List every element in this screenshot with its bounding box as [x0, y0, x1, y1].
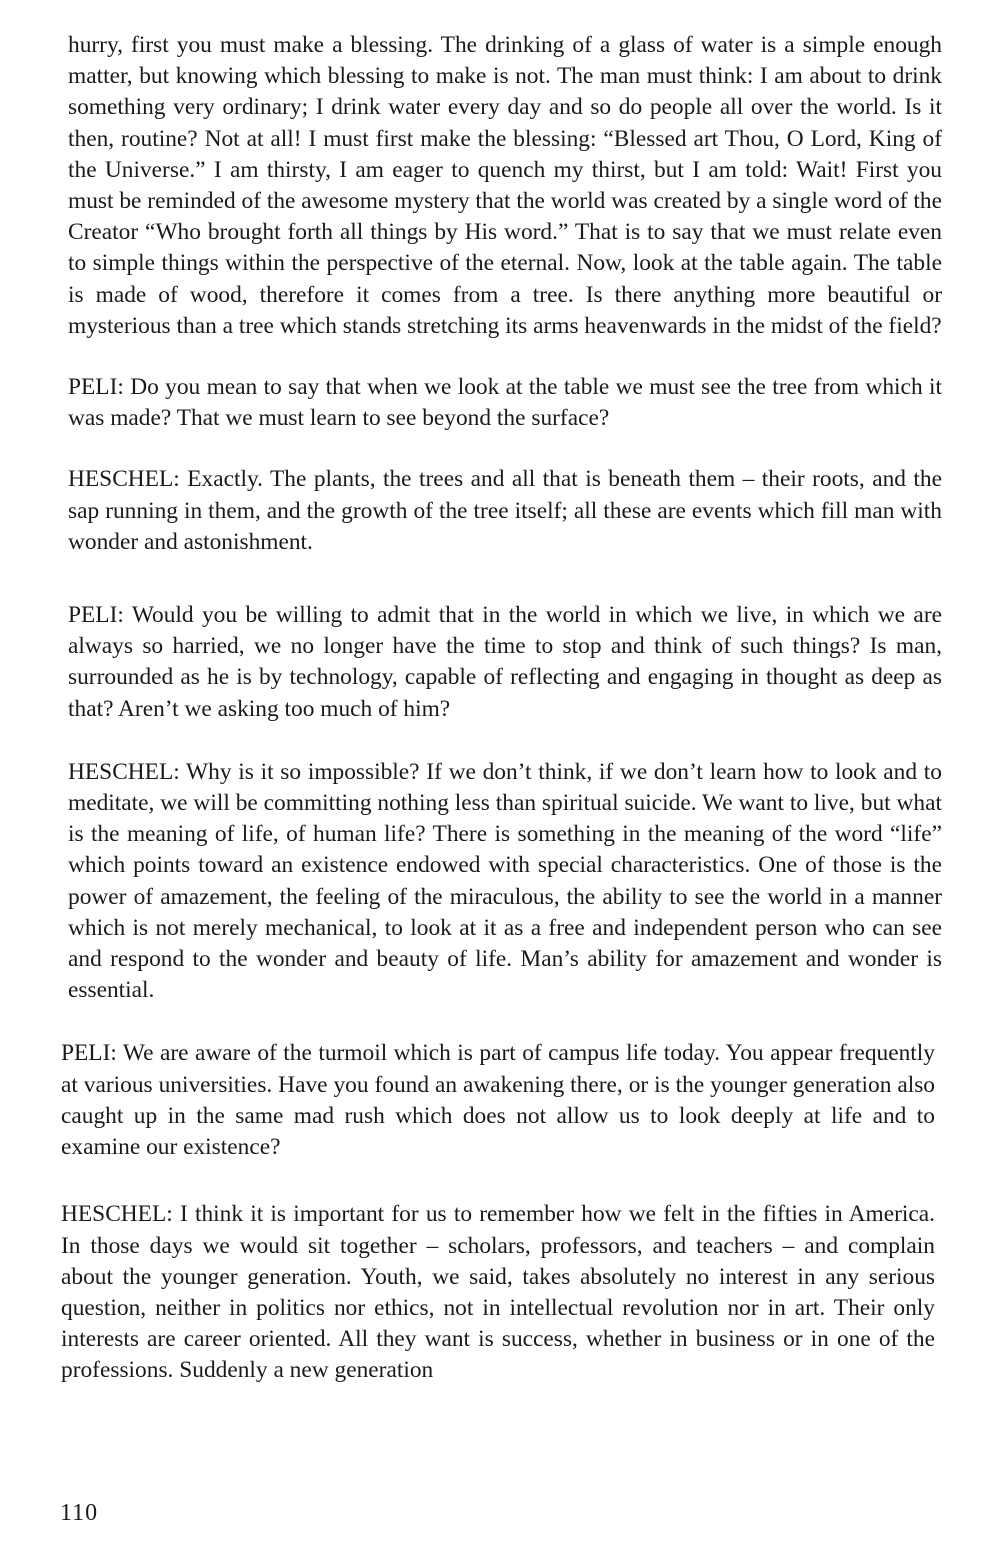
paragraph-peli-question-3: PELI: We are aware of the turmoil which is part of campus life today. You appear frequently at various universities. Have you found an awakening there, or is the younger generation also caught up in the same mad rush which does not allow us to look deeply at life and to examine our existence?	[61, 1040, 935, 1161]
page-body	[61, 30, 942, 1387]
paragraph-peli-question-1: PELI: Do you mean to say that when we look at the table we must see the tree from which it was made? That we must learn to see beyond the surface?	[68, 374, 942, 432]
page-number: 110	[60, 1500, 99, 1526]
paragraph-continuation: hurry, first you must make a blessing. The drinking of a glass of water is a simple enough matter, but knowing which blessing to make is not. The man must think: I am about to drink something very ordinary; I drink water every day and so do people all over the world. Is it then, routine? Not at all! I must first make the blessing: “Blessed art Thou, O Lord, King of the Universe.” I am thirsty, I am eager to quench my thirst, but I am told: Wait! First you must be reminded of the awesome mystery that the world was created by a single word of the Creator “Who brought forth all things by His word.” That is to say that we must relate even to simple things within the perspective of the eternal. Now, look at the table again. The table is made of wood, therefore it comes from a tree. Is there anything more beautiful or mysterious than a tree which stands stretching its arms heavenwards in the midst of the field?	[68, 32, 942, 339]
paragraph-peli-question-2: PELI: Would you be willing to admit that in the world in which we live, in which we are always so harried, we no longer have the time to stop and think of such things? Is man, surrounded as he is by technology, capable of reflecting and engaging in thought as deep as that? Aren’t we asking too much of him?	[68, 602, 942, 722]
paragraph-heschel-answer-1: HESCHEL: Exactly. The plants, the trees and all that is beneath them – their roots, and the sap running in them, and the growth of the tree itself; all these are events which fill man with wonder and astonishment.	[68, 466, 942, 555]
paragraph-heschel-answer-2: HESCHEL: Why is it so impossible? If we don’t think, if we don’t learn how to look and to meditate, we will be committing nothing less than spiritual suicide. We want to live, but what is the meaning of life, of human life? There is something in the meaning of the word “life” which points toward an existence endowed with special characteristics. One of those is the power of amazement, the feeling of the miraculous, the ability to see the world in a manner which is not merely mechanical, to look at it as a free and independent person who can see and respond to the wonder and beauty of life. Man’s ability for amazement and wonder is essential.	[68, 758, 942, 1004]
paragraph-heschel-answer-3: HESCHEL: I think it is important for us to remember how we felt in the fifties in America. In those days we would sit together – scholars, professors, and teachers – and complain about the younger generation. Youth, we said, takes absolutely no interest in any serious question, neither in politics nor ethics, not in intellectual revolution nor in art. Their only interests are career oriented. All they want is success, whether in business or in one of the professions. Suddenly a new generation	[61, 1201, 935, 1384]
